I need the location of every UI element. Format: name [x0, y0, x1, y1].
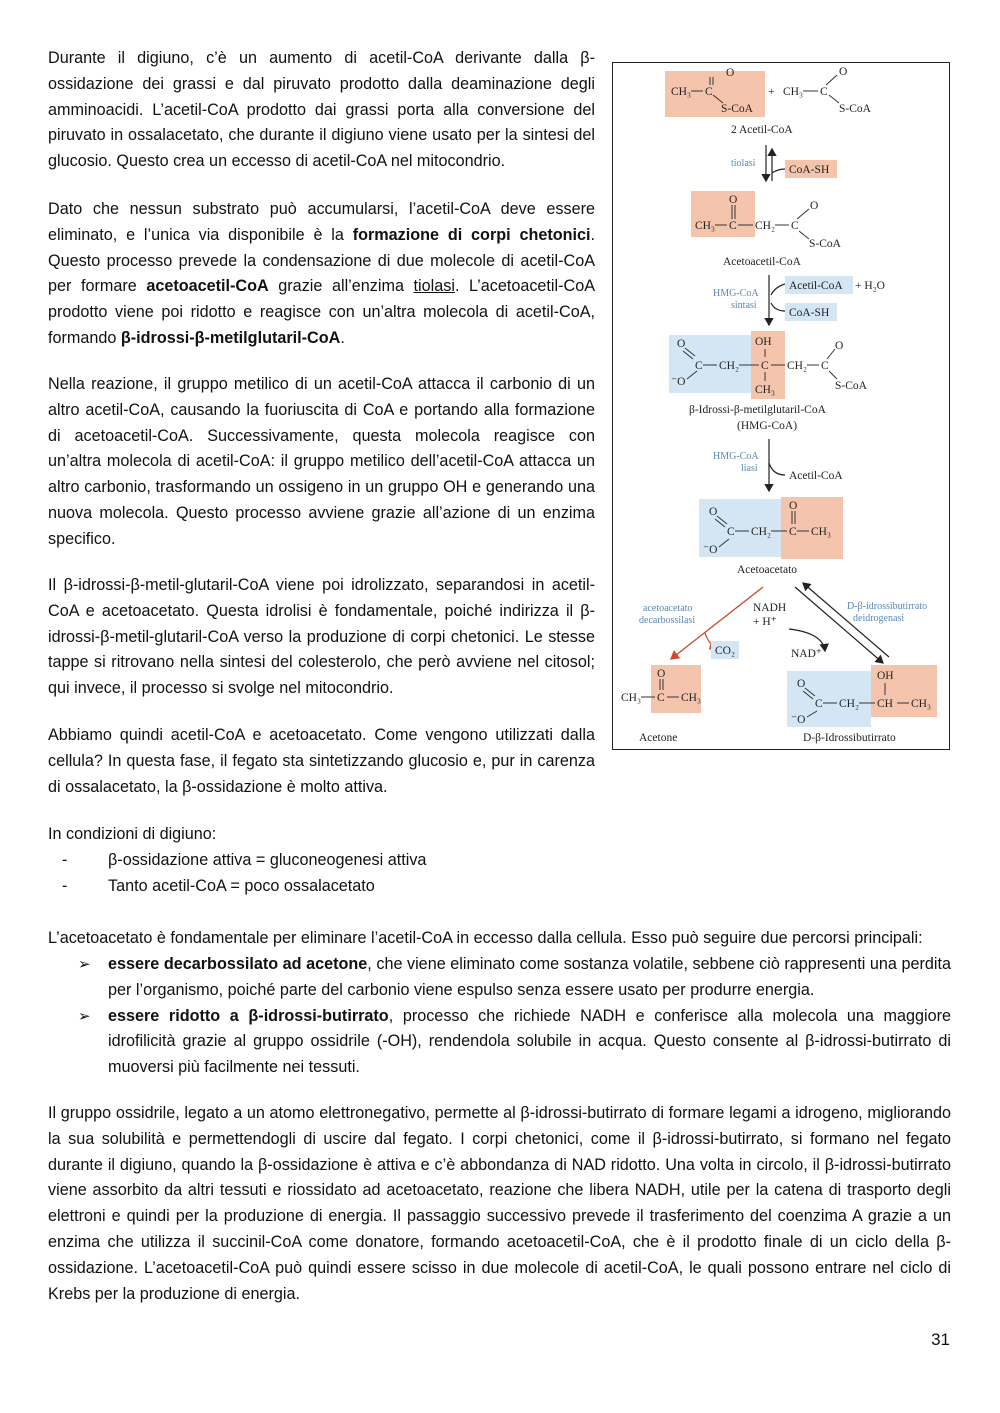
- structure-name: D-β-Idrossibutirrato: [803, 732, 896, 744]
- text-run: grazie all’enzima: [268, 277, 414, 296]
- structure-name: 2 Acetil-CoA: [731, 124, 793, 136]
- oxygen-label: O: [729, 194, 738, 206]
- carbon-label: C: [761, 360, 769, 372]
- enzyme-label-hmgcoa-liasi: liasi: [741, 463, 758, 474]
- list-marker: -: [62, 851, 68, 869]
- oxygen-label: O: [726, 67, 735, 79]
- structure-name: Acetone: [639, 732, 678, 744]
- carbon-label: C: [695, 360, 703, 372]
- ch3-label: CH₃: [621, 692, 641, 704]
- enzyme-label-decarbossilasi: decarbossilasi: [639, 615, 696, 626]
- arrow-bullet: ➢: [78, 956, 91, 973]
- ch3-label: CH₃: [783, 86, 803, 98]
- enzyme-label-tiolasi: tiolasi: [731, 158, 756, 169]
- enzyme-label-hmgcoa-liasi: HMG-CoA: [713, 451, 759, 462]
- scoa-label: S-CoA: [809, 238, 841, 250]
- ch-label: CH: [877, 698, 893, 710]
- scoa-label: S-CoA: [835, 380, 867, 392]
- enzyme-label-hmgcoa-sintasi: HMG-CoA: [713, 288, 759, 299]
- arrow-bullet: ➢: [78, 1007, 91, 1025]
- text-run: .: [340, 328, 345, 347]
- carbon-label: C: [789, 526, 797, 538]
- scoa-label: S-CoA: [839, 103, 871, 115]
- coash-label: CoA-SH: [789, 164, 830, 176]
- structure-name: Acetoacetato: [737, 564, 798, 576]
- ch3-label: CH₃: [755, 384, 775, 396]
- carbon-label: C: [657, 692, 665, 704]
- ketogenesis-figure: [612, 62, 950, 750]
- paragraph-ketone-formation: [48, 197, 595, 352]
- enzyme-label-decarbossilasi: acetoacetato: [643, 603, 693, 614]
- bold-term: essere ridotto a β-idrossi-butirrato: [108, 1006, 389, 1025]
- ch2-label: CH₂: [751, 526, 771, 538]
- list-item: [48, 952, 951, 1004]
- acetylcoa-input-label: Acetil-CoA: [789, 280, 843, 292]
- ketogenesis-diagram: [613, 63, 949, 749]
- bold-term-corpi-chetonici: formazione di corpi chetonici: [352, 225, 591, 244]
- structure-name: Acetoacetil-CoA: [723, 256, 801, 268]
- carbon-label: C: [821, 360, 829, 372]
- list-item: [48, 874, 426, 900]
- carbon-label: C: [815, 698, 823, 710]
- carbon-label: C: [705, 86, 713, 98]
- ch2-label: CH₂: [839, 698, 859, 710]
- bold-term-hmg-coa: β-idrossi-β-metilglutaril-CoA: [120, 328, 341, 347]
- list-item: [48, 848, 426, 874]
- ch2-label: CH₂: [719, 360, 739, 372]
- hydroxyl-label: OH: [755, 336, 772, 348]
- ch3-label: CH₃: [671, 86, 691, 98]
- oxygen-label: O: [835, 340, 844, 352]
- carbon-label: C: [791, 220, 799, 232]
- ch3-label: CH₃: [695, 220, 715, 232]
- enzyme-label-hmgcoa-sintasi: sintasi: [731, 300, 757, 311]
- coash-label: CoA-SH: [789, 307, 830, 319]
- oxygen-label: O: [789, 500, 798, 512]
- ch2-label: CH₂: [755, 220, 775, 232]
- underlined-term-tiolasi: tiolasi: [413, 277, 455, 296]
- list-marker: -: [62, 876, 68, 895]
- carbon-label: C: [729, 220, 737, 232]
- text-run: . L’acetoacetil-CoA prodotto viene poi ridotto e reagisce con un’altra molecola di acetil-CoA, formando: [48, 277, 595, 347]
- hydroxyl-label: OH: [877, 670, 894, 682]
- paragraph-reaction-mechanism: Nella reazione, il gruppo metilico di un acetil-CoA attacca il carbonio di un altro acetil-CoA, causando la fuoriuscita di CoA e portando alla formazione di acetoacetil-CoA. Successivamente, questa molecola reagisce con un’altra molecola di acetil-CoA: il gruppo metilico dell’acetil-CoA attacca un altro carbonio, trasformando un ossigeno in un gruppo OH e generando una nuova molecola. Questo processo avviene grazie all’azione di un enzima specifico.: [48, 375, 595, 548]
- structure-name: (HMG-CoA): [737, 420, 798, 432]
- paragraph-usage-question: Abbiamo quindi acetil-CoA e acetoacetato. Come vengono utilizzati dalla cellula? In questa fase, il fegato sta sintetizzando glucosio e, pur in carenza di ossalacetato, la β-ossidazione è molto attiva.: [48, 726, 595, 796]
- carboxylate-label: ⁻O: [791, 714, 806, 726]
- nad-label: NAD⁺: [791, 648, 822, 660]
- ch3-label: CH₃: [911, 698, 931, 710]
- paragraph-acetoacetate-paths: L’acetoacetato è fondamentale per eliminare l’acetil-CoA in eccesso dalla cellula. Esso può seguire due percorsi principali:: [48, 929, 923, 947]
- bold-term-acetoacetil-coa: acetoacetil-CoA: [146, 277, 269, 296]
- paragraph-hmg-hydrolysis: Il β-idrossi-β-metil-glutaril-CoA viene poi idrolizzato, separandosi in acetil-CoA e acetoacetato. Questa idrolisi è fondamentale, poiché indirizza il β-idrossi-β-metil-glutaril-CoA verso la produzione di corpi chetonici. Le stesse tappe si ritrovano nella sintesi del colesterolo, che però avviene nel citosol; qui invece, il processo si svolge nel mitocondrio.: [48, 576, 595, 698]
- oxygen-label: O: [709, 506, 718, 518]
- carbon-label: C: [820, 86, 828, 98]
- carboxylate-label: ⁻O: [671, 376, 686, 388]
- text-run: . Questo processo prevede la condensazione di due molecole di acetil-CoA per formare: [48, 225, 595, 296]
- paragraph-fasting-conditions: In condizioni di digiuno:: [48, 825, 217, 843]
- paragraph-hydroxyl-group: Il gruppo ossidrile, legato a un atomo elettronegativo, permette al β-idrossi-butirrato di formare legami a idrogeno, migliorando la sua solubilità e permettendogli di uscire dal fegato. I corpi chetonici, come il β-idrossi-butirrato, si formano nel fegato durante il digiuno, quando la β-ossidazione è attiva e c’è abbondanza di NAD ridotto. Una volta in circolo, il β-idrossi-butirrato viene assorbito da altri tessuti e riossidato ad acetoacetato, reazione che libera NADH, utile per la catena di trasporto degli elettroni e quindi per la produzione di energia. Il passaggio successivo prevede il trasferimento del coenzima A grazie a un enzima che utilizza il succinil-CoA come donatore, formando acetoacetil-CoA, che è il prodotto finale di un ciclo della β-ossidazione. L’acetoacetil-CoA può quindi essere scisso in due molecole di acetil-CoA, le quali possono entrare nel ciclo di Krebs per la produzione di energia.: [48, 1104, 951, 1303]
- acetoacetate-paths-list: [48, 952, 951, 1081]
- oxygen-label: O: [677, 338, 686, 350]
- oxygen-label: O: [797, 678, 806, 690]
- nadh-label: NADH: [753, 602, 787, 614]
- paragraph-fasting-acetylcoa: Durante il digiuno, c’è un aumento di acetil-CoA derivante dalla β-ossidazione dei grassi e dal piruvato prodotto dalla deaminazione degli amminoacidi. L’acetil-CoA prodotto dai grassi porta alla conversione del piruvato in ossalacetato, che durante il digiuno viene usato per la sintesi del glucosio. Questo crea un eccesso di acetil-CoA nel mitocondrio.: [48, 49, 595, 171]
- carboxylate-label: ⁻O: [703, 544, 718, 556]
- ch2-label: CH₂: [787, 360, 807, 372]
- text-run: Dato che nessun substrato può accumularsi, l’acetil-CoA deve essere eliminato, e l’unica via disponibile è la: [48, 200, 595, 244]
- carbon-label: C: [727, 526, 735, 538]
- list-item-text: , che viene eliminato come sostanza volatile, sebbene ciò rappresenti una perdita per l’organismo, poiché parte del carbonio viene espulso senza essere usato per produrre energia.: [108, 955, 951, 999]
- enzyme-label-deidrogenasi: D-β-idrossibutirrato: [847, 601, 928, 612]
- ch3-label: CH₃: [681, 692, 701, 704]
- enzyme-label-deidrogenasi: deidrogenasi: [853, 613, 905, 624]
- bold-term: essere decarbossilato ad acetone: [108, 955, 368, 973]
- oxygen-label: O: [839, 66, 848, 78]
- water-label: + H₂O: [855, 280, 885, 292]
- structure-name: β-Idrossi-β-metilglutaril-CoA: [689, 404, 826, 416]
- co2-label: CO₂: [715, 645, 735, 657]
- list-item: [48, 1004, 951, 1081]
- fasting-conditions-list: [48, 848, 426, 900]
- oxygen-label: O: [657, 668, 666, 680]
- list-item-text: β-ossidazione attiva = gluconeogenesi attiva: [108, 851, 427, 869]
- list-item-text: , processo che richiede NADH e conferisce alla molecola una maggiore idrofilicità grazie al gruppo ossidrile (-OH), rendendola solubile in acqua. Questo consente al β-idrossi-butirrato di muoversi più facilmente nei tessuti.: [108, 1006, 951, 1077]
- plus-sign: +: [768, 86, 775, 98]
- acetylcoa-output-label: Acetil-CoA: [789, 470, 843, 482]
- hplus-label: + H⁺: [753, 616, 777, 628]
- oxygen-label: O: [810, 200, 819, 212]
- list-item-text: Tanto acetil-CoA = poco ossalacetato: [108, 876, 375, 895]
- scoa-label: S-CoA: [721, 103, 753, 115]
- page-number: 31: [931, 1330, 950, 1349]
- ch3-label: CH₃: [811, 526, 831, 538]
